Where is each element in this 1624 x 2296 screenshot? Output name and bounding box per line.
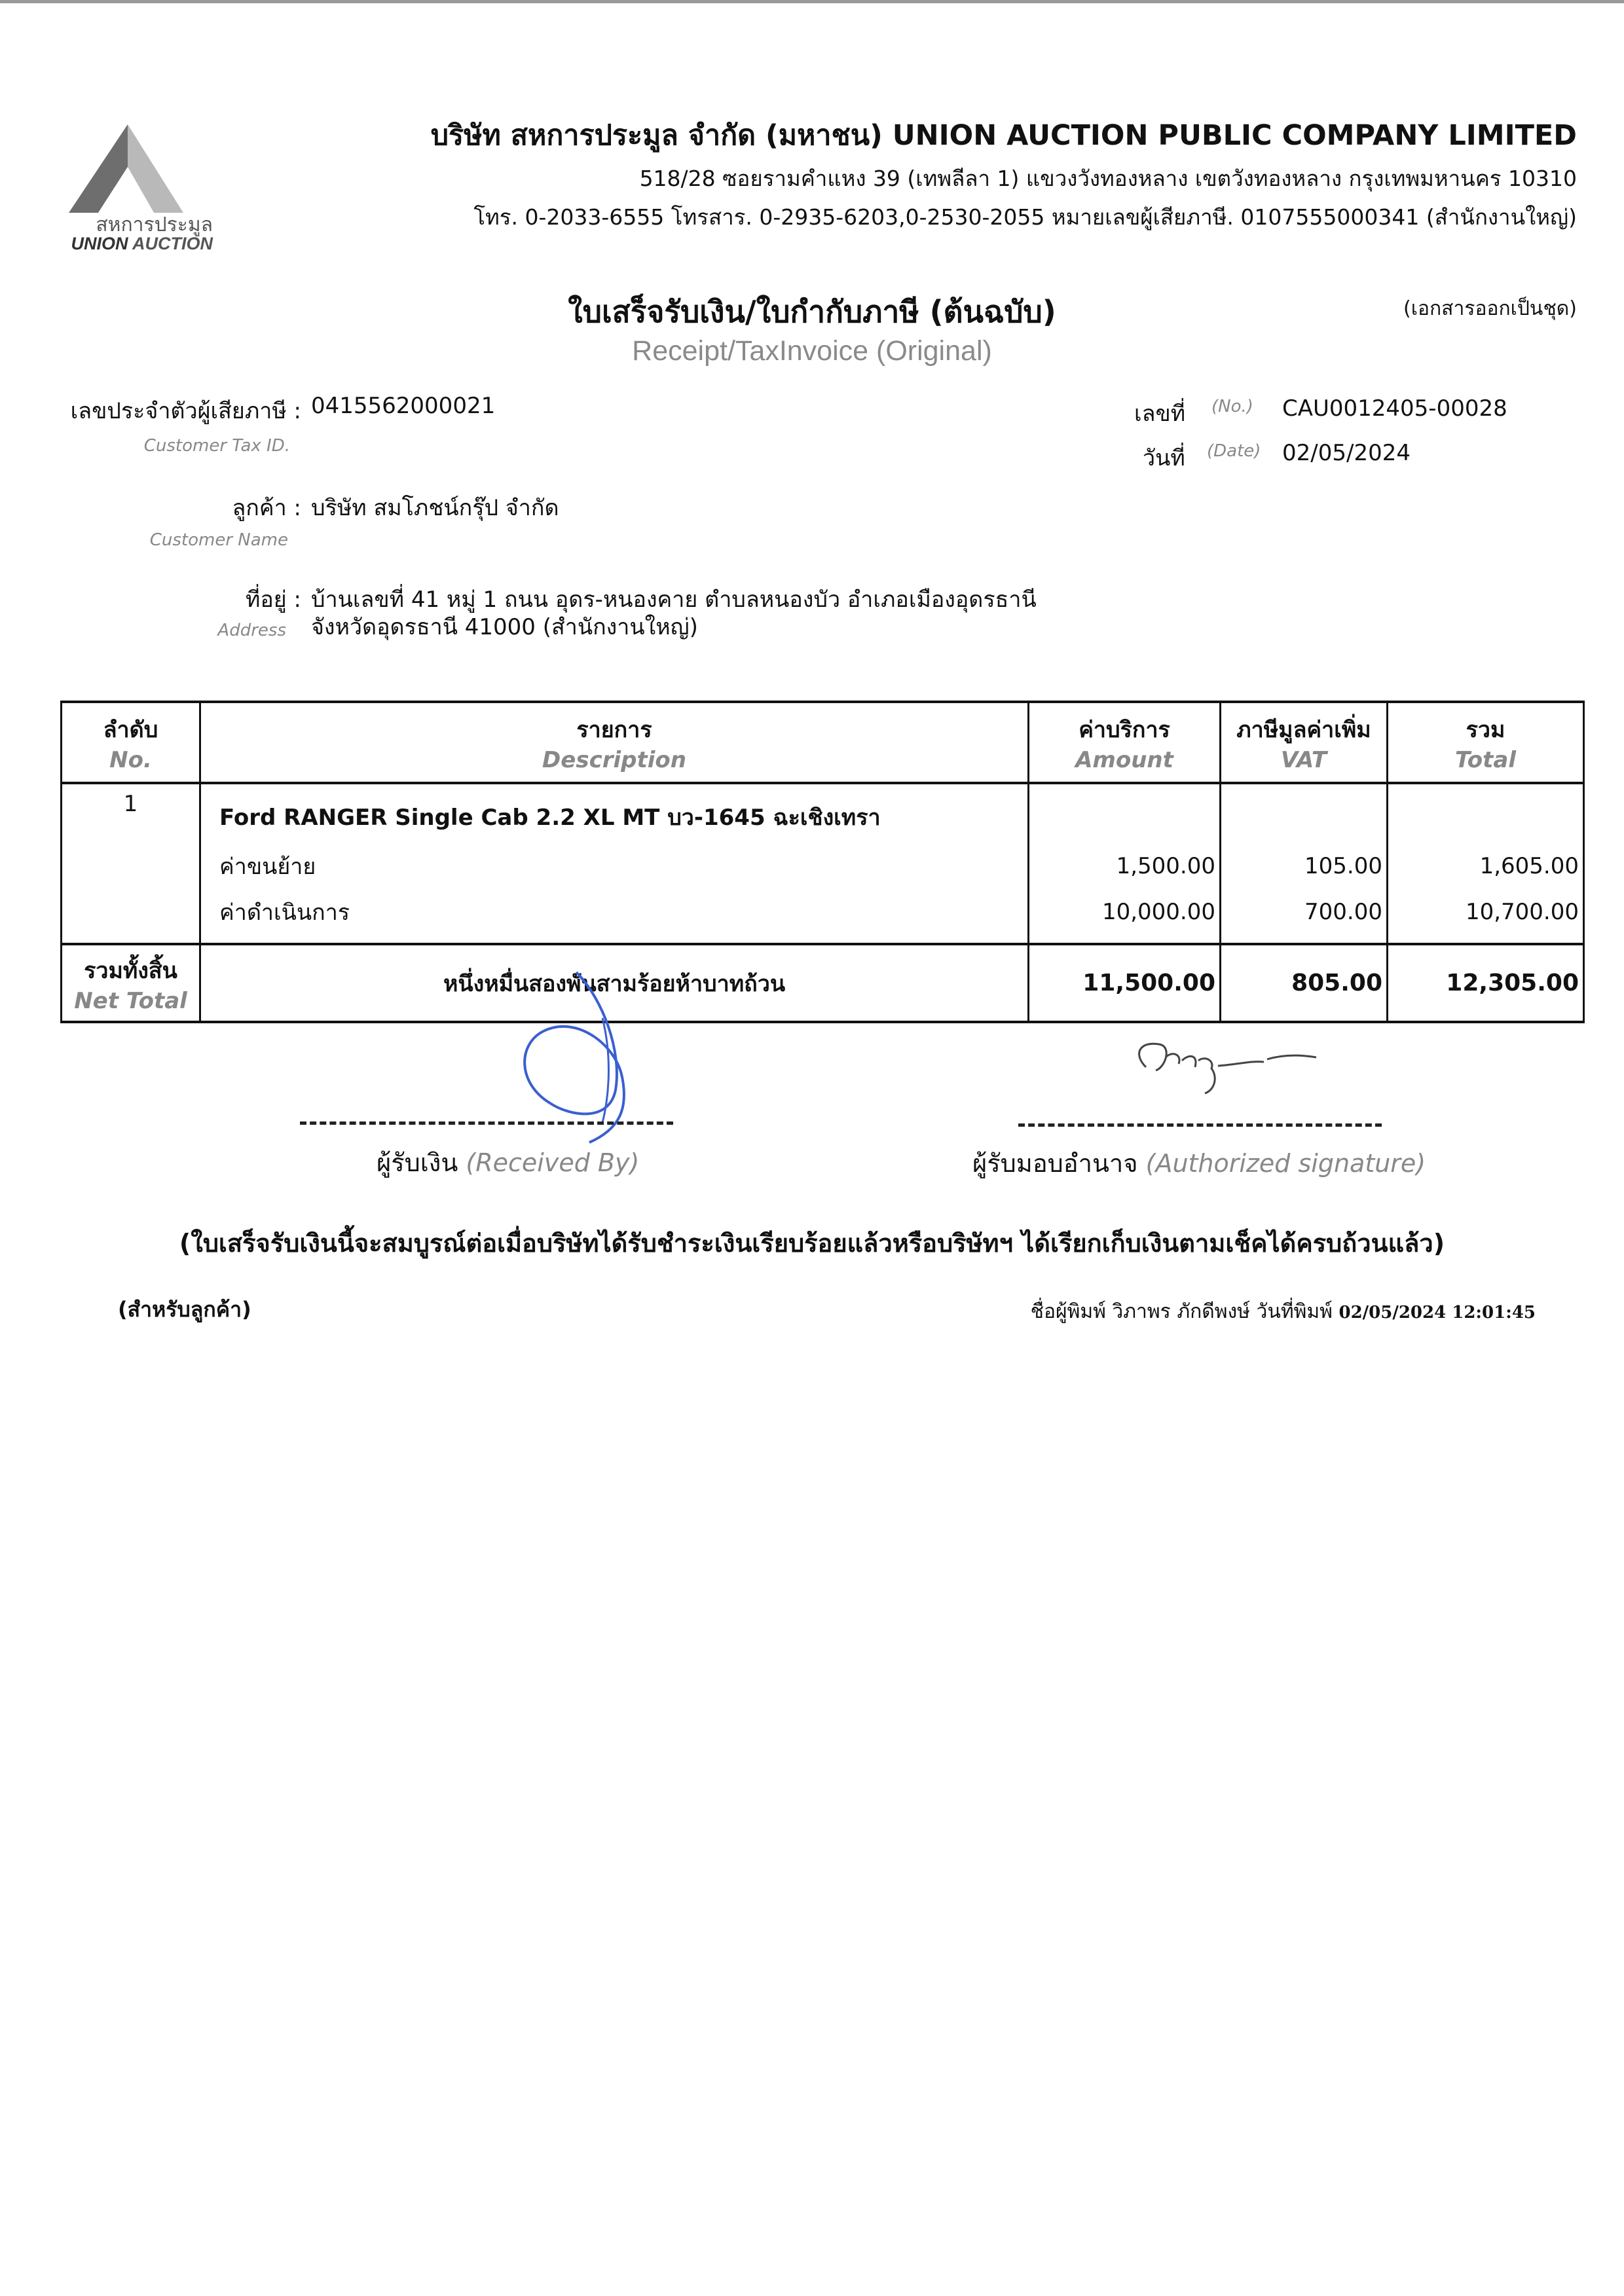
logo-union: UNION (71, 234, 132, 253)
received-by-line (300, 1121, 673, 1125)
tax-id-label-en: Customer Tax ID. (143, 436, 290, 456)
authorized-line (1018, 1123, 1382, 1127)
address-label: ที่อยู่ : (245, 587, 301, 613)
authorized-signature (1120, 1028, 1342, 1100)
authorized-label: ผู้รับมอบอำนาจ (Authorized signature) (972, 1149, 1426, 1178)
item-title: Ford RANGER Single Cab 2.2 XL MT บว-1645 ฉะเชิงเทรา (200, 783, 1029, 843)
doc-date-label: วันที่ (1143, 445, 1185, 471)
company-header (431, 113, 1577, 234)
scan-edge (0, 0, 1624, 3)
line-amount: 10,000.00 (1029, 889, 1221, 944)
printer-label: ชื่อผู้พิมพ์ วิภาพร ภักดีพงษ์ วันที่พิมพ์ (1030, 1300, 1333, 1323)
customer-name-value: บริษัท สมโภชน์กรุ๊ป จำกัด (311, 495, 559, 521)
net-amount: 11,500.00 (1029, 944, 1221, 1022)
address-line-2: จังหวัดอุดรธานี 41000 (สำนักงานใหญ่) (311, 614, 698, 640)
tax-id-label: เลขประจำตัวผู้เสียภาษี : (70, 398, 301, 424)
table-row (62, 889, 1584, 944)
print-datetime: 02/05/2024 12:01:45 (1338, 1303, 1536, 1322)
doc-no-label-en: (No.) (1211, 397, 1253, 416)
line-description: ค่าดำเนินการ (200, 889, 1029, 944)
net-vat: 805.00 (1221, 944, 1388, 1022)
amount-in-words: หนึ่งหมื่นสองพันสามร้อยห้าบาทถ้วน (200, 944, 1029, 1022)
logo-text-thai: สหการประมูล (96, 214, 213, 236)
logo-auction: AUCTION (132, 234, 213, 253)
net-total-row (62, 944, 1584, 1022)
doc-date-value: 02/05/2024 (1282, 440, 1411, 466)
column-header-total: รวม Total (1388, 702, 1584, 783)
item-no: 1 (62, 783, 200, 843)
document-title-thai: ใบเสร็จรับเงิน/ใบกำกับภาษี (ต้นฉบับ) (568, 294, 1056, 329)
logo-text-english (62, 234, 213, 254)
document-title-english: Receipt/TaxInvoice (Original) (632, 335, 992, 367)
tax-id-value: 0415562000021 (311, 393, 496, 419)
line-vat: 105.00 (1221, 843, 1388, 889)
logo-mark-icon (62, 121, 219, 213)
set-note: (เอกสารออกเป็นชุด) (1403, 297, 1577, 320)
address-label-en: Address (217, 621, 286, 640)
column-header-no: ลำดับ No. (62, 702, 200, 783)
line-total: 10,700.00 (1388, 889, 1584, 944)
customer-name-label-en: Customer Name (149, 530, 288, 550)
doc-no-value: CAU0012405-00028 (1282, 395, 1507, 422)
table-header-row (62, 702, 1584, 783)
table-row (62, 783, 1584, 843)
doc-no-label: เลขที่ (1134, 401, 1186, 427)
received-by-label: ผู้รับเงิน (Received By) (377, 1148, 640, 1177)
company-address: 518/28 ซอยรามคำแหง 39 (เทพลีลา 1) แขวงวังทองหลาง เขตวังทองหลาง กรุงเทพมหานคร 10310 (639, 166, 1577, 191)
table-row (62, 843, 1584, 889)
net-total: 12,305.00 (1388, 944, 1584, 1022)
column-header-description: รายการ Description (200, 702, 1029, 783)
company-logo (62, 121, 219, 259)
items-table (60, 701, 1585, 1023)
printed-by (1031, 1296, 1536, 1327)
company-name: บริษัท สหการประมูล จำกัด (มหาชน) UNION AUCTION PUBLIC COMPANY LIMITED (430, 119, 1577, 152)
copy-for-customer: (สำหรับลูกค้า) (118, 1297, 251, 1322)
line-vat: 700.00 (1221, 889, 1388, 944)
line-total: 1,605.00 (1388, 843, 1584, 889)
line-amount: 1,500.00 (1029, 843, 1221, 889)
column-header-vat: ภาษีมูลค่าเพิ่ม VAT (1221, 702, 1388, 783)
customer-name-label: ลูกค้า : (232, 495, 301, 521)
address-line-1: บ้านเลขที่ 41 หมู่ 1 ถนน อุดร-หนองคาย ตำบลหนองบัว อำเภอเมืองอุดรธานี (311, 587, 1037, 613)
validity-note: (ใบเสร็จรับเงินนี้จะสมบูรณ์ต่อเมื่อบริษัทได้รับชำระเงินเรียบร้อยแล้วหรือบริษัทฯ ได้เรียกเก็บเงินตามเช็คได้ครบถ้วนแล้ว) (179, 1229, 1445, 1258)
net-total-label: รวมทั้งสิ้น Net Total (62, 944, 200, 1022)
doc-date-label-en: (Date) (1207, 441, 1261, 461)
receiver-signature (504, 959, 655, 1146)
line-description: ค่าขนย้าย (200, 843, 1029, 889)
company-contact: โทร. 0-2033-6555 โทรสาร. 0-2935-6203,0-2530-2055 หมายเลขผู้เสียภาษี. 0107555000341 (สำนักงานใหญ่) (473, 204, 1577, 230)
column-header-amount: ค่าบริการ Amount (1029, 702, 1221, 783)
